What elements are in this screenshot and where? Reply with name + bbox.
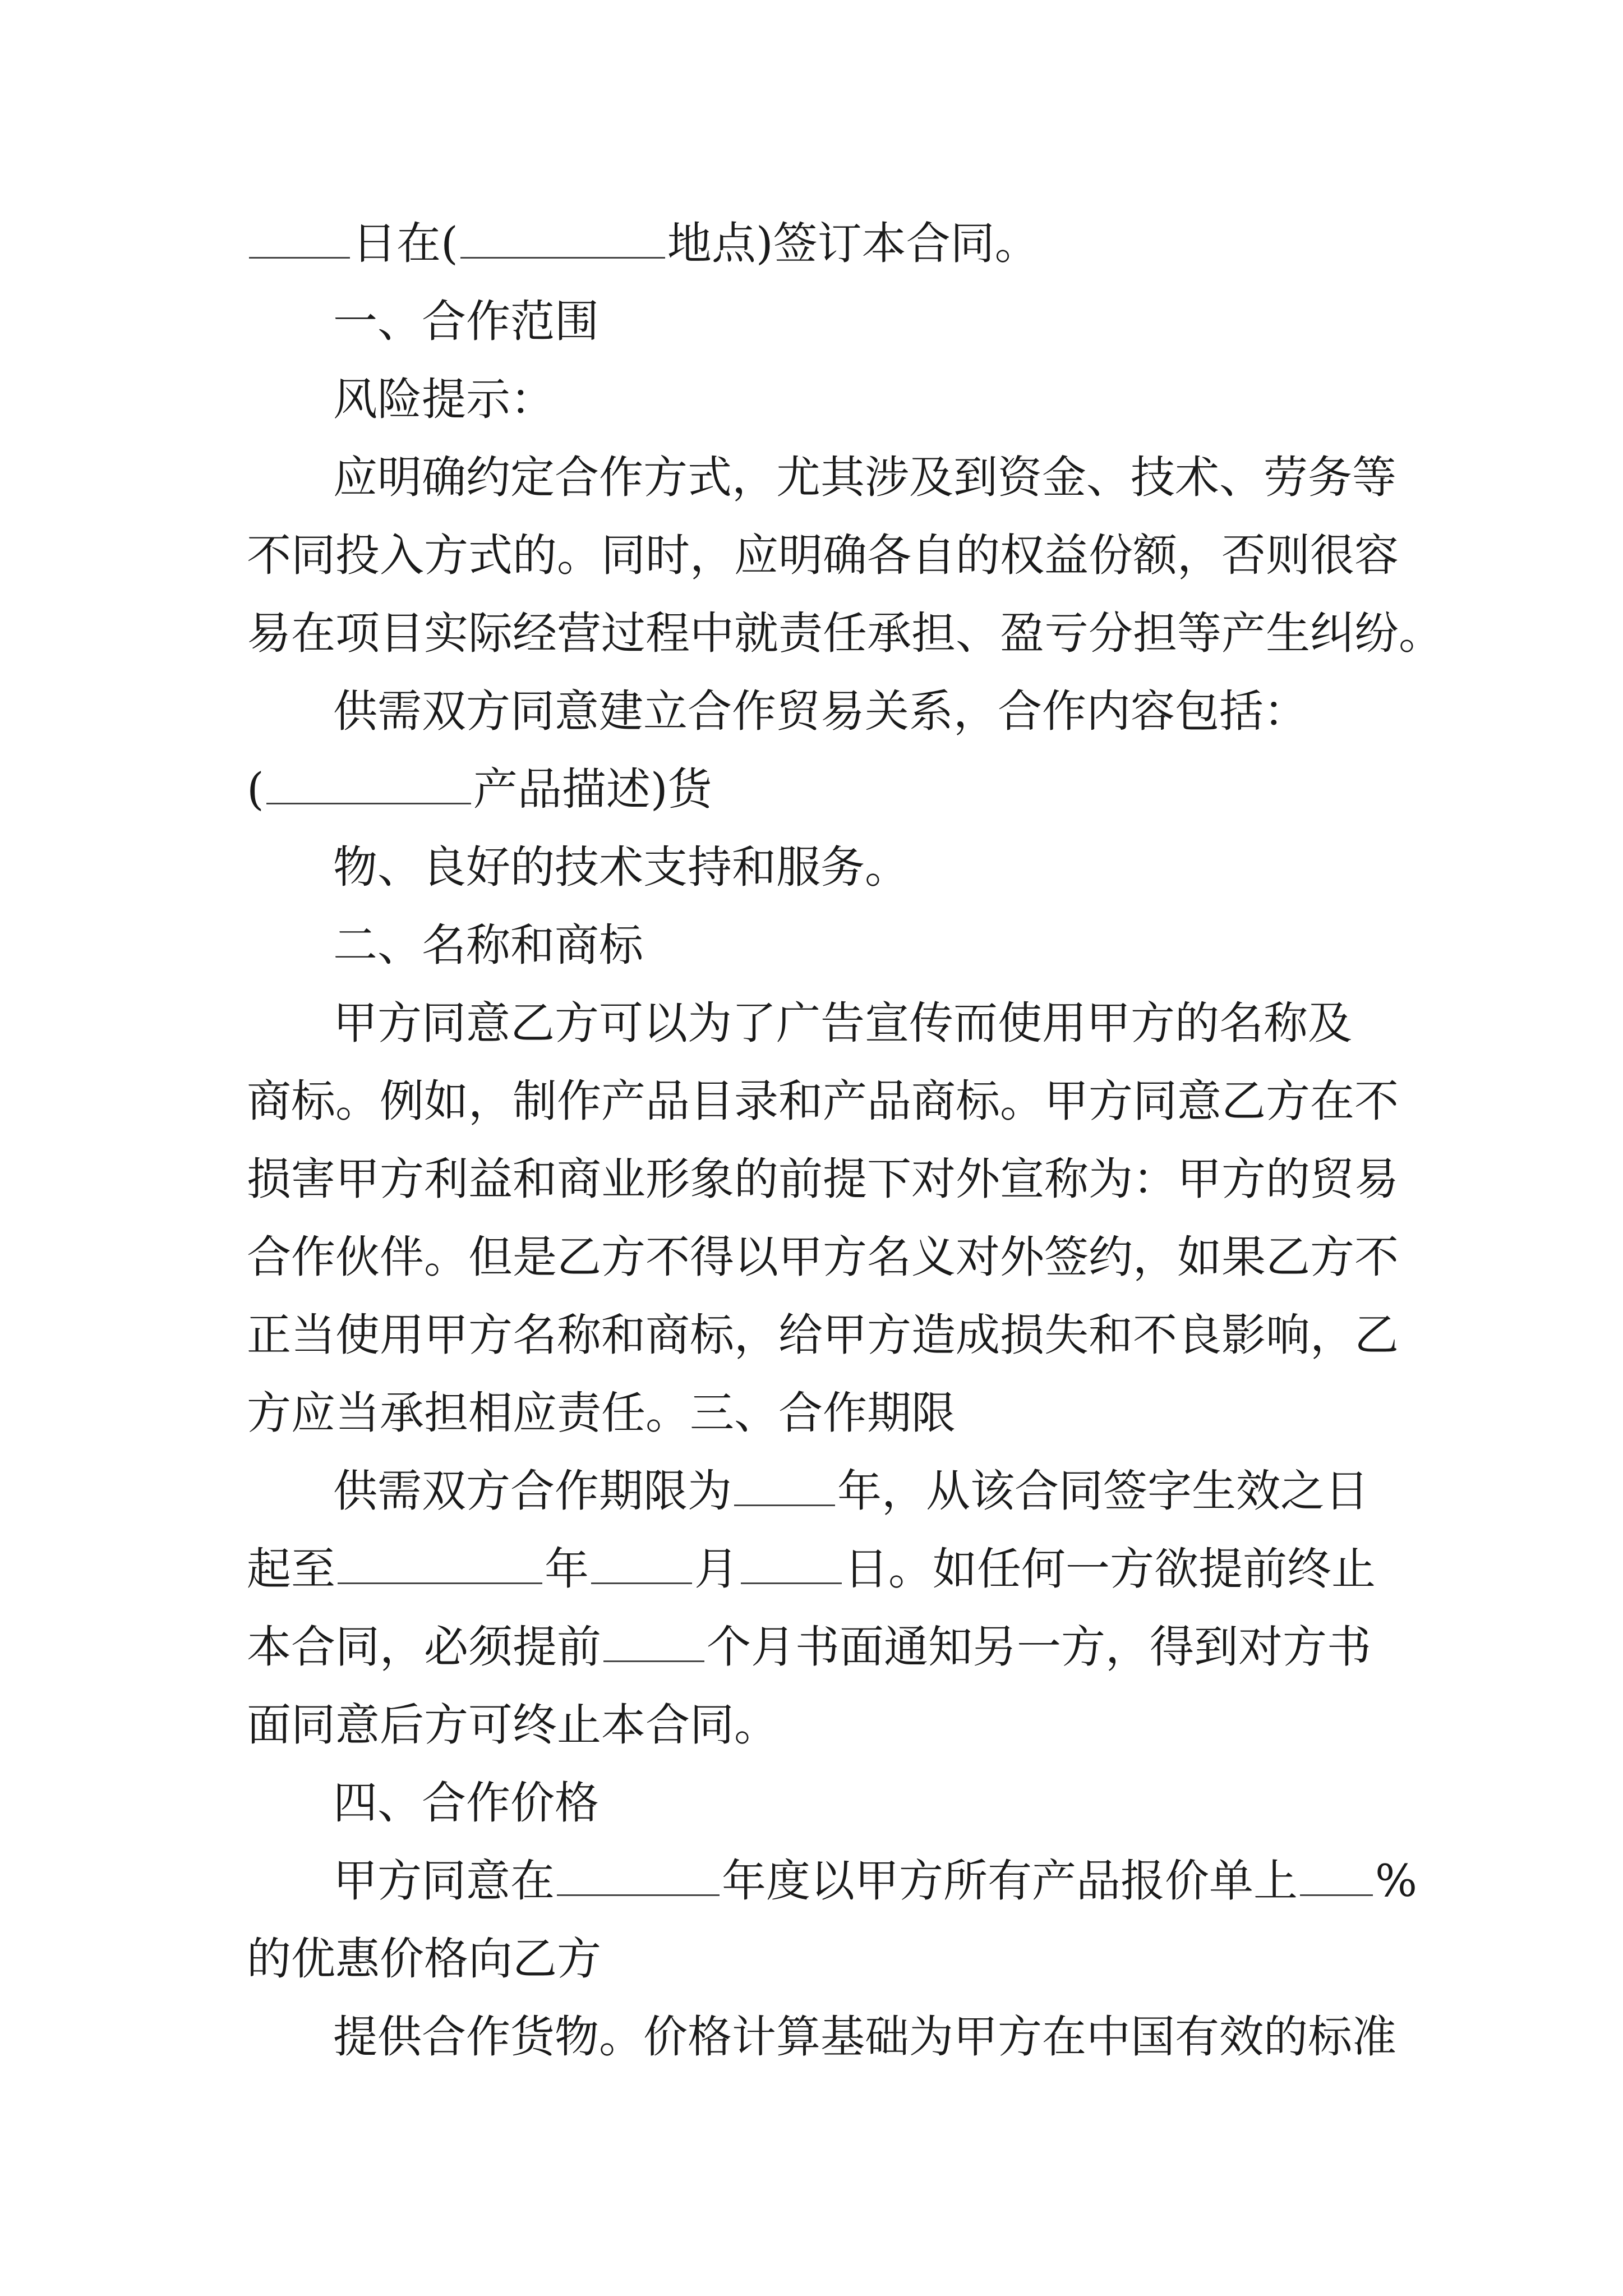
- text-line: [247, 1608, 1402, 1686]
- text-segment: 本合同，必须提前: [247, 1621, 601, 1673]
- text-line: 商标。例如，制作产品目录和产品商标。甲方同意乙方在不: [247, 1075, 1399, 1127]
- text-line: 易在项目实际经营过程中就责任承担、盈亏分担等产生纠纷。: [247, 608, 1443, 659]
- text-line: [247, 1530, 1402, 1608]
- text-line: 正当使用甲方名称和商标，给甲方造成损失和不良影响，乙: [247, 1309, 1399, 1361]
- text-line: 的优惠价格向乙方: [247, 1933, 601, 1985]
- blank-field-day: [249, 218, 350, 259]
- text-segment: 起至: [247, 1543, 335, 1595]
- text-segment: 甲方同意在: [333, 1855, 555, 1907]
- text-segment: 产品描述)货: [473, 763, 712, 815]
- section-heading: 一、合作范围: [333, 296, 599, 347]
- text-line: 方应当承担相应责任。三、合作期限: [247, 1387, 956, 1439]
- section-heading: 二、名称和商标: [333, 919, 643, 971]
- blank-field-discount-percent: [1300, 1855, 1373, 1896]
- blank-field-price-year: [557, 1855, 720, 1896]
- text-segment: 地点)签订本合同。: [667, 218, 1039, 269]
- text-line: 供需双方同意建立合作贸易关系，合作内容包括：: [333, 685, 1308, 737]
- text-segment: 年度以甲方所有产品报价单上: [722, 1855, 1298, 1907]
- text-segment: 年: [545, 1543, 589, 1595]
- text-segment: (: [247, 763, 264, 815]
- text-segment: 年，从该合同签字生效之日: [837, 1465, 1369, 1517]
- text-line: [333, 1842, 1488, 1920]
- text-line: 提供合作货物。价格计算基础为甲方在中国有效的标准: [333, 2011, 1396, 2063]
- text-segment: 日。如任何一方欲提前终止: [844, 1543, 1376, 1595]
- text-segment: 日在(: [352, 218, 458, 269]
- section-heading: 四、合作价格: [333, 1777, 599, 1829]
- blank-field-end-month: [591, 1543, 692, 1584]
- text-line: [247, 204, 1402, 283]
- text-line: 应明确约定合作方式，尤其涉及到资金、技术、劳务等: [333, 452, 1396, 503]
- blank-field-years: [734, 1465, 835, 1506]
- text-segment: %: [1375, 1855, 1418, 1907]
- text-line: [247, 750, 1402, 829]
- blank-field-place: [460, 218, 665, 259]
- blank-field-product: [266, 763, 471, 804]
- text-line: 风险提示：: [333, 374, 555, 425]
- text-line: 甲方同意乙方可以为了广告宣传而使用甲方的名称及: [333, 997, 1352, 1049]
- text-segment: 个月书面通知另一方，得到对方书: [707, 1621, 1371, 1673]
- text-line: 面同意后方可终止本合同。: [247, 1699, 778, 1751]
- blank-field-notice-months: [603, 1621, 704, 1662]
- text-line: 损害甲方利益和商业形象的前提下对外宣称为：甲方的贸易: [247, 1153, 1399, 1205]
- text-line: [333, 1452, 1488, 1530]
- text-segment: 供需双方合作期限为: [333, 1465, 732, 1517]
- text-line: 物、良好的技术支持和服务。: [333, 841, 909, 893]
- blank-field-end-year: [338, 1543, 542, 1584]
- text-line: 合作伙伴。但是乙方不得以甲方名义对外签约，如果乙方不: [247, 1231, 1399, 1283]
- blank-field-end-day: [741, 1543, 842, 1584]
- text-line: 不同投入方式的。同时，应明确各自的权益份额，否则很容: [247, 530, 1399, 581]
- text-segment: 月: [694, 1543, 739, 1595]
